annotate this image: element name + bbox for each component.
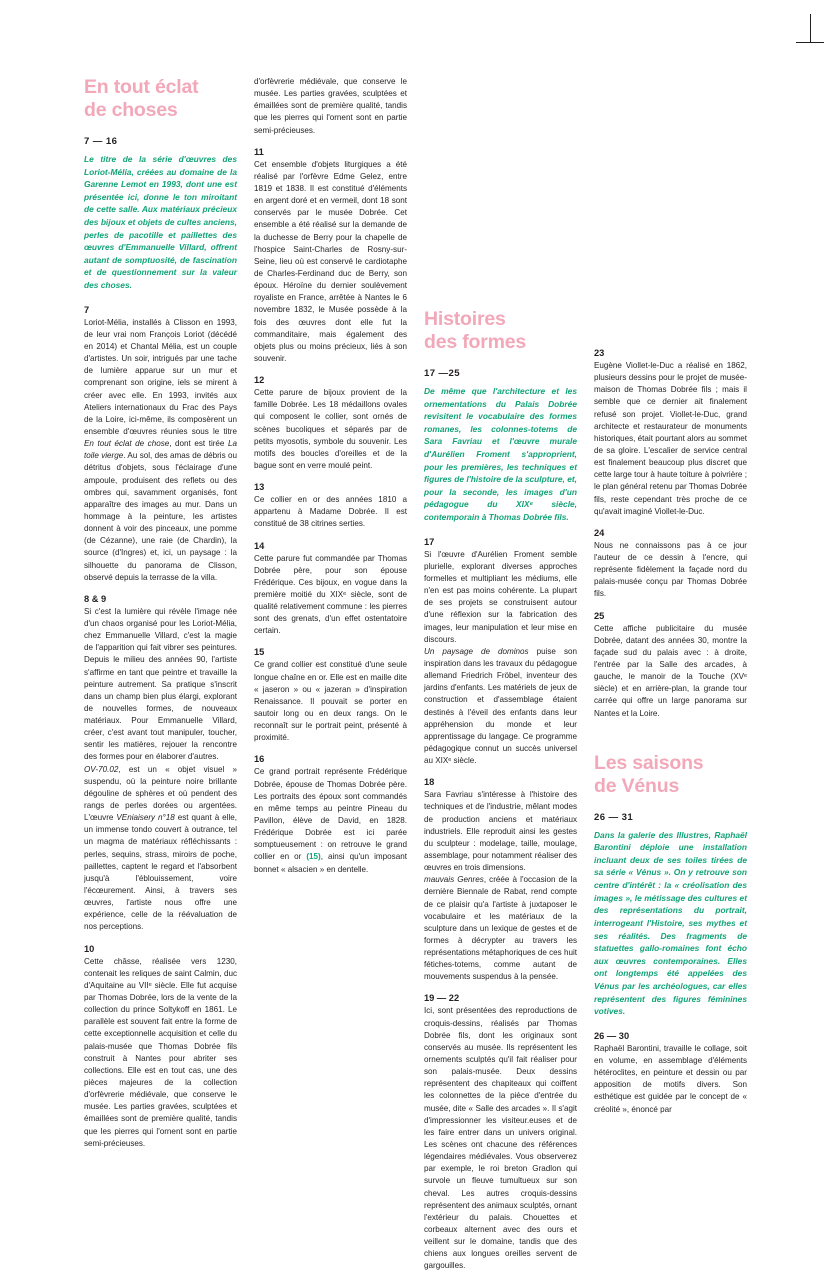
entry-text-8-9-a: Si c'est la lumière qui révèle l'image née d'un chaos organisé pour les Loriot-Mélia, chez Emmanuelle Villard, c'est la magie de l'apparition qui fait vibrer ses peintures. Depuis le milieu des années 90, l'artiste s'affirme en tant que peintre et travaille la peinture autrement. Sa pratique s'inscrit dans un champ bien plus élargi, explorant de nouvelles formes, de nouveaux matériaux. Pour Emmanuelle Villard, créer, c'est avant tout manipuler, toucher, sentir les matières, rejouer la rencontre des formes pour en élaborer d'autres. bbox=[84, 606, 237, 762]
entry-number-7: 7 bbox=[84, 304, 90, 315]
entry-text-19-22: Ici, sont présentées des reproductions de croquis-dessins, réalisés par Thomas Dobrée fils, dont les originaux sont conservés au musée. Ils représentent les ornements sculptés qu'il fait réaliser pour son palais-musée. Deux dessins représentent des chapiteaux qui coiffent les colonnettes de la pièce d'entrée du musée, dite « Salle des arcades ». Il s'agit d'impressionner les visiteur.euses et de les faire entrer dans un univers original. Les scènes ont chacune des références légendaires médiévales. Vous observerez par exemple, le roi breton Gradlon qui survole un fleuve tumultueux sur son cheval. Les autres croquis-dessins représentent des animaux sculptés, ornant l'extérieur du palais. Chouettes et corbeaux alternent avec des ours et veillent sur le domaine, tandis que des chiens aux longues oreilles servent de gargouilles. bbox=[424, 1006, 577, 1271]
entry-text-11: Cet ensemble d'objets liturgiques a été réalisé par l'orfèvre Edme Gelez, entre 1819 et 1838. Il est constitué d'éléments en argent doré et en vermeil, dont 18 sont conservés par le musée Dobrée. Cet ensemble a été réalisé sur la demande de la duchesse de Berry pour la chapelle de l'hospice Saint-Charles de Rosny-sur-Seine, lieu où est conservé le cardiotaphe de Charles-Ferdinand duc de Berry, son époux. Héroïne du dernier soulèvement royaliste en France, arrêtée à Nantes le 6 novembre 1832, le Musée possède à la fois des œuvres dont elle fut la commanditaire, mais également des objets plus ou moins précieux, liés à son souvenir. bbox=[254, 159, 407, 363]
entry-text-17-b: Un paysage de dominos puise son inspiration dans les travaux du pédagogue allemand Friedrich Fröbel, inventeur des jardins d'enfants. Les matériels de jeux de construction et d'assemblage étaient destinés à l'éveil des enfants dans leur appréhension du monde et leur apprentissage du langage. Ce programme pédagogique connut un succès universel au XIXᵉ siècle. bbox=[424, 646, 577, 766]
entry-number-24: 24 bbox=[594, 527, 605, 538]
entry-text-16: Ce grand portrait représente Frédérique Dobrée, épouse de Thomas Dobrée père. Les portraits des époux sont commandés en même temps au peintre Pineau du Pavillon, élève de David, en 1828. Frédérique Dobrée est ici parée somptueusement : on retrouve le grand collier en or (15), ainsi qu'un imposant bonnet « alsacien » en dentelle. bbox=[254, 767, 407, 874]
entry-text-18-b: mauvais Genres, créée à l'occasion de la dernière Biennale de Rabat, rend compte de ce plaisir qu'a l'artiste à juxtaposer le vocabulaire et les matériaux de la sculpture dans un lexique de gestes et de formes à décrypter au travers les représentations métaphoriques de ces huit fétiches-totems, comme autant de mouvements suspendus à la pensée. bbox=[424, 875, 577, 982]
entry-text-13: Ce collier en or des années 1810 a appartenu à Madame Dobrée. Il est constitué de 38 citrines serties. bbox=[254, 495, 407, 529]
section-intro-en-tout-eclat: Le titre de la série d'œuvres des Loriot-Mélia, créées au domaine de la Garenne Lemot en 1993, dont une est présentée ici, donne le ton miroitant de cette salle. Aux matériaux précieux des bijoux et objets de cultes anciens, perles de pacotille et paillettes des œuvres d'Emmanuelle Villard, offrent autant de somptuosité, de fascination et de questionnement sur la valeur des choses. bbox=[84, 154, 237, 291]
section-title-les-saisons-de-venus bbox=[594, 752, 747, 798]
entry-number-13: 13 bbox=[254, 482, 265, 493]
section-title-line1: Les saisons bbox=[594, 751, 704, 774]
entry-text-23: Eugène Viollet-le-Duc a réalisé en 1862, plusieurs dessins pour le projet de musée-maison de Thomas Dobrée fils ; mais il semble que ce dernier ait finalement refusé son projet. Viollet-le-Duc, grand architecte et restaurateur de monuments historiques, était pourtant alors au sommet de sa gloire. L'escalier de service central est finalement beaucoup plus discret que cette large tour à haute toiture à poivrière ; le plan général retenu par Thomas Dobrée fils, reste cependant très proche de ce qu'avait imaginé Viollet-le-Duc. bbox=[594, 361, 747, 516]
crop-mark-top-right-horizontal bbox=[796, 42, 824, 43]
section-title-en-tout-eclat bbox=[84, 76, 237, 122]
entry-number-25: 25 bbox=[594, 610, 605, 621]
entry-text-12: Cette parure de bijoux provient de la famille Dobrée. Les 18 médaillons ovales qui composent le collier, sont ornés de scènes bucoliques et séparés par de petits myosotis, symbole du souvenir. Les motifs des boucles d'oreilles et de la bague sont en verre moulé peint. bbox=[254, 388, 407, 470]
section-range-les-saisons-de-venus: 26 — 31 bbox=[594, 811, 634, 823]
entry-text-24: Nous ne connaissons pas à ce jour l'auteur de ce dessin à l'encre, qui représente fidèlement la façade nord du palais-musée conçu par Thomas Dobrée fils. bbox=[594, 540, 747, 599]
entry-text-10: Cette châsse, réalisée vers 1230, contenait les reliques de saint Calmin, duc d'Aquitaine au VIIᵉ siècle. Elle fut acquise par Thomas Dobrée, lors de la vente de la collection du prince Soltykoff en 1861. Le parallèle est souvent fait entre la forme de cette exceptionnelle acquisition et celle du palais-musée que Thomas Dobrée fils construit à Nantes pour abriter ses collections. Elle est en tout cas, une des pièces majeures de la collection d'orfèvrerie médiévale, que conserve le musée. Les parties gravées, sculptées et émaillées sont de première qualité, tandis que les pierres qui l'ornent sont en partie semi-précieuses. bbox=[84, 956, 237, 1148]
entry-text-14: Cette parure fut commandée par Thomas Dobrée père, pour son épouse Frédérique. Ces bijoux, en vogue dans la première moitié du XIXᵉ siècle, sont de qualité relativement commune : les pierres sont des grenats, d'un effet ostentatoire certain. bbox=[254, 553, 407, 636]
entry-text-17-a: Si l'œuvre d'Aurélien Froment semble plurielle, explorant diverses approches formelles et multipliant les médiums, elle n'en est pas moins cohérente. La plupart de ses projets se construisent autour d'une réflexion sur la fabrication des images, leur manipulation et leur mise en discours. bbox=[424, 549, 577, 644]
column-4 bbox=[594, 76, 747, 1236]
entry-text-18-a: Sara Favriau s'intéresse à l'histoire des techniques et de l'industrie, mêlant modes de production anciens et matériaux industriels. Elle reproduit ainsi les gestes du sculpteur : modelage, taille, moulage, assemblage, pour notamment réaliser des œuvres en trois dimensions. bbox=[424, 790, 577, 873]
entry-text-8-9-b: OV-70.02, est un « objet visuel » suspendu, où la peinture noire brillante dégouline de sphères et où pendent des rangs de perles dorées ou argentées. L'œuvre VEniaisery n°18 est quant à elle, un immense tondo couvert à outrance, tel un magma de matériaux réfléchissants : perles, sequins, strass, miroirs de poche, paillettes, captent le regard et l'absorbent jusqu'à l'éblouissement, voire l'écœurement. Ainsi, à travers ses œuvres, l'artiste nous offre une expérience, celle de la réévaluation de nos perceptions. bbox=[84, 764, 237, 932]
entry-number-17: 17 bbox=[424, 536, 435, 547]
entry-number-15: 15 bbox=[254, 647, 265, 658]
entry-number-12: 12 bbox=[254, 375, 265, 386]
entry-number-23: 23 bbox=[594, 348, 605, 358]
section-range-histoires-des-formes: 17 —25 bbox=[424, 368, 461, 379]
section-title-line1: En tout éclat bbox=[84, 76, 199, 98]
entry-text-15: Ce grand collier est constitué d'une seule longue chaîne en or. Elle est en maille dite « jaseron » ou « jazeran » d'inspiration Renaissance. Il pouvait se porter en sautoir long ou en deux rangs. On le reconnaît sur le portrait peint, présenté à proximité. bbox=[254, 660, 407, 743]
entry-number-11: 11 bbox=[254, 146, 264, 157]
entry-number-14: 14 bbox=[254, 540, 265, 551]
section-title-histoires-des-formes bbox=[424, 308, 577, 354]
entry-number-26-30: 26 — 30 bbox=[594, 1030, 630, 1041]
entry-number-8-9: 8 & 9 bbox=[84, 593, 107, 604]
section-title-line2: de choses bbox=[84, 99, 178, 121]
entry-number-10: 10 bbox=[84, 943, 95, 954]
entry-text-10-continued: d'orfèvrerie médiévale, que conserve le musée. Les parties gravées, sculptées et émaillées sont de première qualité, tandis que les pierres qui l'ornent sont en partie semi-précieuses. bbox=[254, 77, 407, 135]
section-title-line2: de Vénus bbox=[594, 774, 680, 797]
column-1 bbox=[84, 76, 237, 1236]
section-intro-histoires-des-formes: De même que l'architecture et les ornementations du Palais Dobrée revisitent le vocabulaire des formes romanes, les colonnes-totems de Sara Favriau et l'œuvre murale d'Aurélien Froment s'approprient, pour les premières, les techniques et figures de l'histoire de la sculpture, et, pour la seconde, les images d'un pédagogue du XIXᵉ siècle, contemporain à Thomas Dobrée fils. bbox=[424, 386, 577, 523]
entry-number-18: 18 bbox=[424, 777, 435, 788]
crop-mark-top-right-vertical bbox=[810, 14, 811, 42]
entry-text-7: Loriot-Mélia, installés à Clisson en 1993, de leur vrai nom François Loriot (décédé en 2014) et Chantal Mélia, est un couple d'artistes. Un soir, intrigués par une tache de lumière apparue sur un mur et comprenant son origine, iels se mirent à créer avec elle. En 1993, invités aux Ateliers internationaux du Frac des Pays de la Loire, ici-même, ils composèrent un ensemble d'œuvres réunies sous le titre En tout éclat de chose, dont est tirée La toile vierge. Au sol, des amas de débris ou détritus d'objets, sous l'éclairage d'une ampoule, produisent des reflets ou des ombres qui, savamment organisés, font apparaître des images au mur. Dans un hommage à la peinture, les artistes donnent à voir des pinceaux, une pomme (de Cézanne), une raie (de Chardin), la source (d'Ingres) et, ici, un paysage : la silhouette du panorama de Clisson, observé depuis la terrasse de la villa. bbox=[84, 317, 237, 582]
article-columns bbox=[84, 76, 760, 1271]
column-2 bbox=[254, 76, 407, 1236]
section-range-en-tout-eclat: 7 — 16 bbox=[84, 136, 118, 147]
section-title-line1: Histoires bbox=[424, 308, 506, 330]
column-3 bbox=[424, 76, 577, 1271]
section-intro-les-saisons-de-venus: Dans la galerie des Illustres, Raphaël Barontini déploie une installation incluant deux de ses toiles tirées de sa série « Vénus ». On y retrouve son centre d'intérêt : la « créolisation des images », le métissage des cultures et des représentations du portrait, interrogeant l'Histoire, ses mythes et ses réalités. Des fragments de statuettes gallo-romaines font écho aux œuvres contemporaines. Elles ont longtemps été appelées des Vénus par les archéologues, car elles représentent des figures féminines votives. bbox=[594, 829, 747, 1017]
entry-number-19-22: 19 — 22 bbox=[424, 993, 460, 1004]
entry-number-16: 16 bbox=[254, 754, 265, 765]
entry-text-25: Cette affiche publicitaire du musée Dobrée, datant des années 30, montre la façade sud du palais avec : à droite, l'entrée par la Salle des arcades, à gauche, le manoir de la Touche (XVᵉ siècle) et en arrière-plan, la grande tour carrée qui offre un large panorama sur Nantes et la Loire. bbox=[594, 623, 747, 718]
cross-reference-15[interactable]: (15) bbox=[306, 852, 321, 862]
entry-text-26-30: Raphaël Barontini, travaille le collage, soit en volume, en assemblage d'éléments hétéroclites, en peinture et dessin ou par apposition de motifs divers. Son esthétique est guidée par le concept de « créolité », énoncé par bbox=[594, 1043, 747, 1114]
section-title-line2: des formes bbox=[424, 331, 527, 353]
